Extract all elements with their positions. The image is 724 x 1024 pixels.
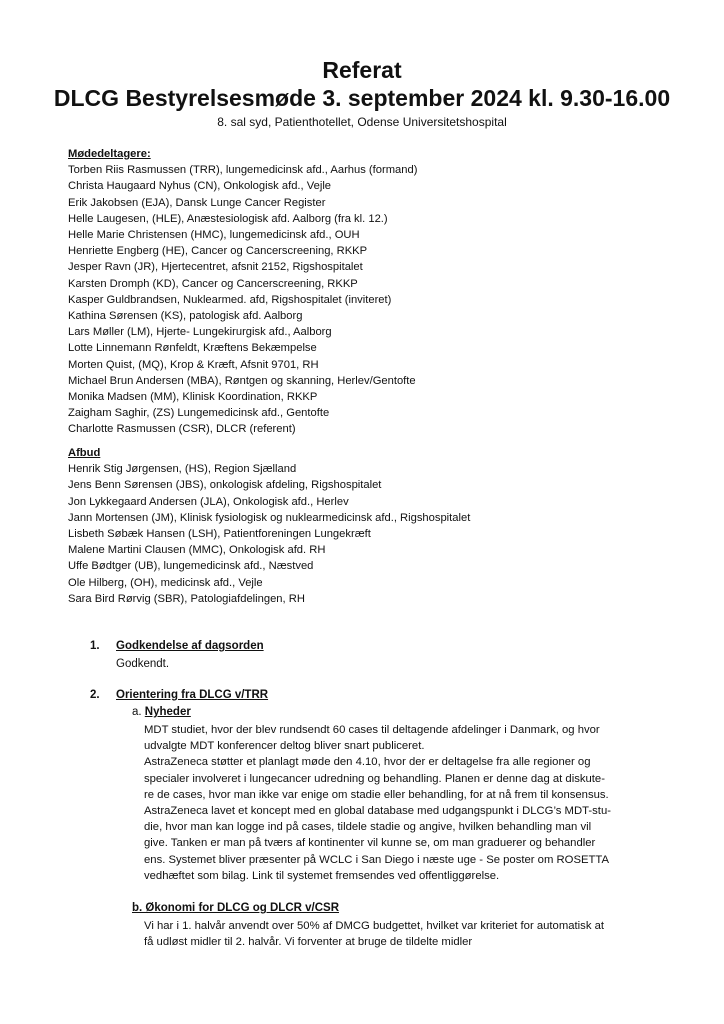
absent-person: Jon Lykkegaard Andersen (JLA), Onkologisk afd., Herlev [68,495,349,508]
paragraph-line: re de cases, hvor man ikke var enige om stadie eller behandling, for at nå frem til konsensus. [144,788,609,801]
absent-list [68,445,470,607]
participant: Henriette Engberg (HE), Cancer og Cancerscreening, RKKP [68,245,368,258]
subsection-a-title: Nyheder [144,706,191,718]
absent-person: Henrik Stig Jørgensen, (HS), Region Sjælland [68,463,297,476]
participant: Kasper Guldbrandsen, Nuklearmed. afd, Rigshospitalet (inviteret) [68,293,392,306]
meeting-location: 8. sal syd, Patienthotellet, Odense Universitetshospital [217,115,507,129]
agenda-text-1: Godkendt. [116,658,170,670]
participant: Helle Laugesen, (HLE), Anæstesiologisk afd. Aalborg (fra kl. 12.) [68,212,388,225]
agenda-number-2: 2. [90,689,100,701]
agenda-title-1: Godkendelse af dagsorden [116,640,264,652]
agenda-number-1: 1. [90,640,100,652]
participant: Morten Quist, (MQ), Krop & Kræft, Afsnit 9701, RH [68,358,319,371]
absent-heading: Afbud [68,447,101,459]
paragraph-line: AstraZeneca støtter et planlagt møde den 4.10, hvor der er deltagelse fra alle regioner og [144,756,591,769]
paragraph-line: specialer involveret i lungecancer udredning og behandling. Planen er denne dag at diskute- [144,772,605,785]
absent-person: Ole Hilberg, (OH), medicinsk afd., Vejle [68,576,263,589]
paragraph-line: få udløst midler til 2. halvår. Vi forventer at bruge de tildelte midler [144,936,473,949]
paragraph-line: MDT studiet, hvor der blev rundsendt 60 cases til deltagende afdelinger i Danmark, og hvor [144,724,600,736]
participant: Lars Møller (LM), Hjerte- Lungekirurgisk afd., Aalborg [68,326,332,339]
participants-list [68,146,417,438]
absent-person: Lisbeth Søbæk Hansen (LSH), Patientforeningen Lungekræft [68,528,371,541]
paragraph-line: AstraZeneca lavet et koncept med en global database med udgangspunkt i DLCG’s MDT-stu- [144,805,611,818]
agenda-title-2: Orientering fra DLCG v/TRR [116,689,269,701]
participant: Monika Madsen (MM), Klinisk Koordination, RKKP [68,391,318,404]
paragraph-line: ens. Systemet bliver præsenter på WCLC i San Diego i næste uge - Se poster om ROSETTA [144,853,610,866]
subsection-a-label [132,706,191,718]
paragraph-line: vedhæftet som bilag. Link til systemet fremsendes ved offentliggørelse. [144,869,500,882]
participant: Zaigham Saghir, (ZS) Lungemedicinsk afd., Gentofte [68,407,330,420]
participant: Karsten Dromph (KD), Cancer og Cancerscreening, RKKP [68,277,358,290]
absent-person: Jens Benn Sørensen (JBS), onkologisk afdeling, Rigshospitalet [68,479,382,492]
participant: Michael Brun Andersen (MBA), Røntgen og skanning, Herlev/Gentofte [68,374,416,387]
paragraph-line: die, hvor man kan logge ind på cases, tildele stadie og angive, hvilken behandling man vil [144,821,592,834]
subsection-a-prefix: a. [132,706,142,718]
participant: Lotte Linnemann Rønfeldt, Kræftens Bekæmpelse [68,342,317,355]
subsection-a-text [144,722,611,884]
participant: Kathina Sørensen (KS), patologisk afd. Aalborg [68,310,303,323]
absent-person: Sara Bird Rørvig (SBR), Patologiafdelingen, RH [68,592,305,605]
participant: Erik Jakobsen (EJA), Dansk Lunge Cancer Register [68,196,326,209]
paragraph-line: give. Tanken er man på tværs af kontinenter vil kunne se, om man graduerer og behandler [144,837,596,850]
paragraph-line: udvalgte MDT konferencer deltog bliver snart publiceret. [144,740,425,753]
subsection-b-text [144,918,604,950]
document-title: Referat [322,57,402,83]
absent-person: Malene Martini Clausen (MMC), Onkologisk afd. RH [68,544,326,557]
absent-person: Uffe Bødtger (UB), lungemedicinsk afd., Næstved [68,560,314,573]
subsection-b-title: b. Økonomi for DLCG og DLCR v/CSR [132,902,339,914]
meeting-title: DLCG Bestyrelsesmøde 3. september 2024 kl. 9.30-16.00 [53,85,671,111]
participant: Helle Marie Christensen (HMC), lungemedicinsk afd., OUH [68,229,360,242]
participant: Torben Riis Rasmussen (TRR), lungemedicinsk afd., Aarhus (formand) [68,164,418,177]
participant: Charlotte Rasmussen (CSR), DLCR (referent) [68,423,296,436]
participant: Christa Haugaard Nyhus (CN), Onkologisk afd., Vejle [68,180,332,193]
absent-person: Jann Mortensen (JM), Klinisk fysiologisk og nuklearmedicinsk afd., Rigshospitalet [68,511,471,524]
paragraph-line: Vi har i 1. halvår anvendt over 50% af DMCG budgettet, hvilket var kriteriet for automatisk at [144,920,605,932]
participants-heading: Mødedeltagere: [68,148,151,160]
participant: Jesper Ravn (JR), Hjertecentret, afsnit 2152, Rigshospitalet [68,261,363,274]
